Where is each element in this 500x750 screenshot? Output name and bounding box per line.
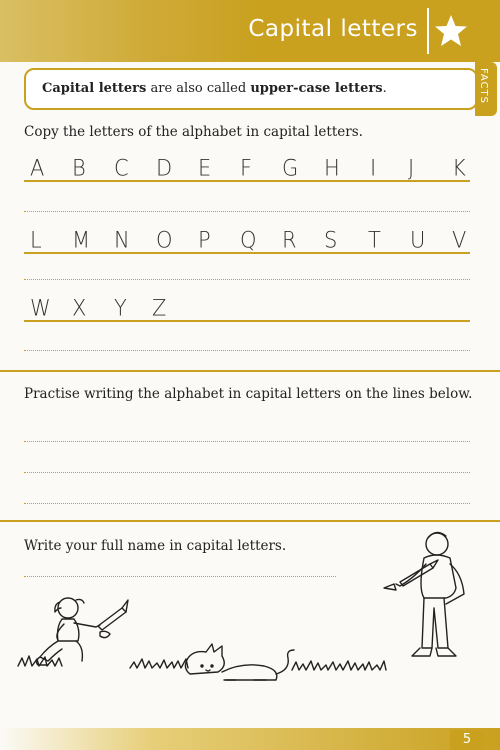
- letter-b: B: [72, 155, 86, 181]
- letter-t: T: [368, 227, 381, 253]
- letter-p: P: [198, 227, 211, 253]
- facts-middle: are also called: [146, 81, 251, 96]
- header-gradient: [0, 0, 260, 62]
- facts-box: [24, 68, 478, 110]
- letter-i: I: [370, 155, 377, 181]
- facts-tab: [475, 62, 497, 116]
- dotted-guide: [24, 211, 470, 212]
- letter-v: V: [452, 227, 467, 253]
- letter-h: H: [324, 155, 340, 181]
- header-divider: [427, 8, 429, 54]
- facts-text: [42, 81, 387, 96]
- letter-row-1: [24, 156, 470, 182]
- facts-bold-term-2: upper-case letters: [250, 81, 383, 96]
- copy-instruction: Copy the letters of the alphabet in capital letters.: [24, 124, 363, 140]
- dotted-guide: [24, 279, 470, 280]
- letter-s: S: [324, 227, 338, 253]
- letter-row-3: [24, 296, 470, 322]
- practise-instruction: Practise writing the alphabet in capital letters on the lines below.: [24, 386, 473, 402]
- name-instruction: Write your full name in capital letters.: [24, 538, 287, 554]
- letter-w: W: [30, 295, 51, 321]
- letter-a: A: [30, 155, 45, 181]
- page-number: 5: [450, 730, 484, 750]
- letter-l: L: [30, 227, 42, 253]
- letter-r: R: [282, 227, 297, 253]
- page-title: Capital letters: [248, 16, 418, 42]
- facts-end: .: [382, 81, 387, 96]
- star-icon: [433, 13, 469, 49]
- letter-m: M: [72, 227, 91, 253]
- letter-y: Y: [114, 295, 127, 321]
- children-and-cat-illustration: [0, 520, 500, 725]
- facts-bold-term: Capital letters: [42, 81, 147, 96]
- letter-q: Q: [240, 227, 257, 253]
- practise-line[interactable]: [24, 503, 470, 504]
- boy-figure: [384, 532, 464, 656]
- letter-x: X: [72, 295, 87, 321]
- girl-figure: [36, 598, 128, 665]
- letter-z: Z: [152, 295, 167, 321]
- letter-j: J: [408, 155, 415, 181]
- letter-c: C: [114, 155, 129, 181]
- letter-f: F: [240, 155, 253, 181]
- section-divider: [0, 370, 500, 372]
- letter-row-2: [24, 228, 470, 254]
- letter-n: N: [114, 227, 130, 253]
- letter-k: K: [452, 155, 466, 181]
- cat-figure: [185, 644, 294, 680]
- letter-g: G: [282, 155, 299, 181]
- letter-d: D: [156, 155, 173, 181]
- practise-line[interactable]: [24, 441, 470, 442]
- facts-tab-label: FACTS: [478, 68, 489, 104]
- footer-bar: [0, 728, 500, 750]
- dotted-guide: [24, 350, 470, 351]
- practise-line[interactable]: [24, 472, 470, 473]
- letter-e: E: [198, 155, 212, 181]
- letter-o: O: [156, 227, 173, 253]
- letter-u: U: [410, 227, 426, 253]
